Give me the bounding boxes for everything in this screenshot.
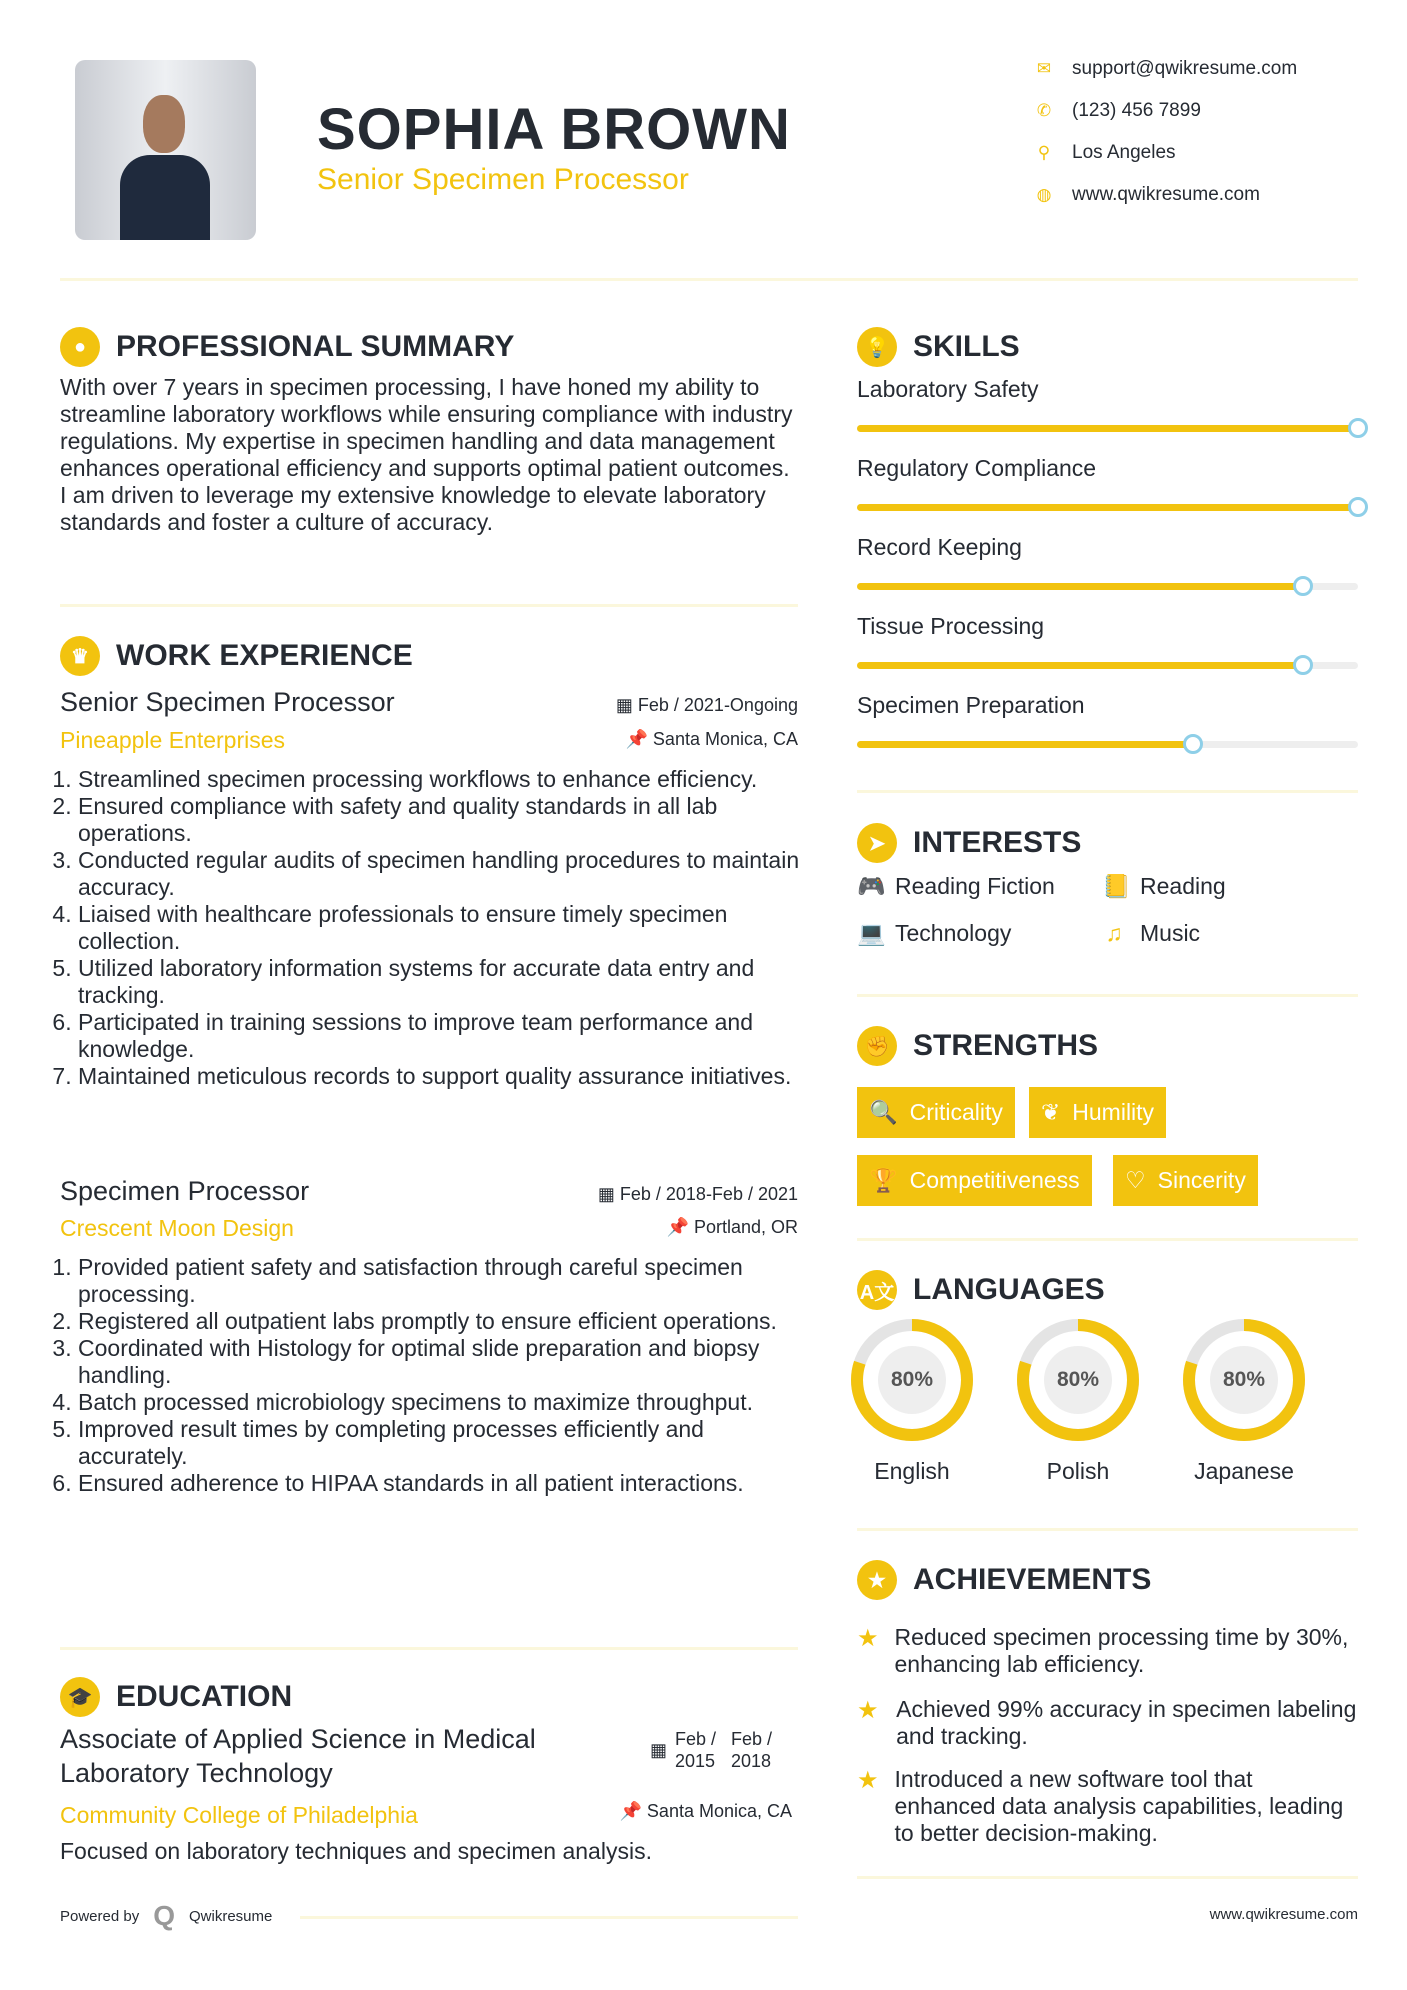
graduate-icon: 🎓 [60,1677,100,1717]
achievement-item [857,1624,1357,1678]
language-percent: 80% [890,1368,934,1391]
skill-bar [857,504,1358,511]
contact-item [1034,100,1201,122]
language-name: English [874,1458,950,1484]
languages-heading [857,1270,1105,1310]
start-date: Feb / 2015 [675,1729,717,1771]
degree: Associate of Applied Science in Medical Laboratory Technology [60,1724,536,1788]
skill-item [857,692,1358,748]
divider [857,1238,1358,1241]
strength-badge [857,1087,1015,1138]
laptop-icon: 💻 [857,920,886,946]
list-item: 3. Conducted regular audits of specimen handling procedures to maintain accuracy. [78,847,803,901]
heart-icon: ♡ [1125,1167,1146,1193]
skill-knob [1293,655,1313,675]
paper-plane-icon: ➤ [857,823,897,863]
list-item: 1. Streamlined specimen processing workflows to enhance efficiency. [78,766,803,793]
job-location [520,1217,798,1238]
skill-knob [1293,576,1313,596]
interest-text: Reading Fiction [895,873,1055,899]
interest-item [1102,873,1226,900]
interest-text: Technology [895,920,1012,946]
strength-badge [1029,1087,1166,1138]
location-text: Portland, OR [693,1217,798,1237]
language-item [1182,1318,1306,1485]
divider [300,1916,798,1919]
footer-powered [60,1900,272,1932]
achievement-item [857,1766,1357,1847]
podium-icon: ♛ [60,636,100,676]
interest-text: Reading [1140,873,1226,899]
strength-badge [857,1155,1092,1206]
list-item: 6. Participated in training sessions to improve team performance and knowledge. [78,1009,803,1063]
language-item [1016,1318,1140,1485]
list-item: 4. Batch processed microbiology specimens to maximize throughput. [78,1389,803,1416]
pin-icon: 📌 [666,1217,689,1237]
language-item [850,1318,974,1485]
star-icon: ★ [857,1625,879,1652]
contact-text: support@qwikresume.com [1072,58,1298,79]
skill-bar [857,583,1358,590]
skill-item [857,613,1358,669]
lightbulb-icon: 💡 [857,327,897,367]
qwikresume-logo-icon: Q [153,1900,175,1931]
job-duties [58,766,803,1090]
star-icon: ★ [857,1697,879,1724]
job-title: Specimen Processor [60,1176,310,1206]
skills-heading [857,327,1020,367]
skill-name: Specimen Preparation [857,692,1085,718]
list-item: 3. Coordinated with Histology for optimal slide preparation and biopsy handling. [78,1335,803,1389]
contact-text: (123) 456 7899 [1072,100,1201,121]
achievements-heading [857,1560,1151,1600]
job-date [520,1184,798,1205]
divider [857,1876,1358,1879]
contact-text: Los Angeles [1072,142,1176,163]
candidate-title: Senior Specimen Processor [317,163,689,196]
calendar-icon: ▦ [650,1739,668,1760]
skill-bar [857,425,1358,432]
skill-name: Tissue Processing [857,613,1045,639]
achievement-text: Achieved 99% accuracy in specimen labeling and tracking. [896,1696,1357,1749]
language-name: Polish [1046,1458,1110,1484]
globe-icon: ◍ [1036,185,1052,204]
heading-text: ACHIEVEMENTS [913,1563,1152,1596]
job-duties [58,1254,803,1497]
skill-fill [857,662,1303,669]
strength-text: Sincerity [1157,1167,1246,1193]
pin-icon: 📌 [625,729,648,749]
candidate-name: SOPHIA BROWN [317,97,791,162]
achievement-item [857,1696,1357,1750]
education-dates [650,1728,781,1772]
divider [857,790,1358,793]
summary-heading [60,327,514,367]
location-pin-icon: ⚲ [1037,143,1051,162]
footer-site: www.qwikresume.com [1209,1906,1358,1923]
education-heading [60,1677,292,1717]
date-text: Feb / 2021-Ongoing [637,695,798,715]
language-percent: 80% [1056,1368,1100,1391]
calendar-icon: ▦ [615,695,633,715]
date-text: Feb / 2018-Feb / 2021 [619,1184,798,1204]
strength-badge [1113,1155,1258,1206]
location-text: Santa Monica, CA [646,1801,792,1821]
divider [60,1647,798,1650]
list-item: 1. Provided patient safety and satisfaction through careful specimen processing. [78,1254,803,1308]
list-item: 5. Utilized laboratory information systems for accurate data entry and tracking. [78,955,803,1009]
achievement-text: Reduced specimen processing time by 30%, enhancing lab efficiency. [894,1624,1349,1677]
interest-item [1102,920,1200,947]
language-icon: A文 [857,1270,897,1310]
heading-text: WORK EXPERIENCE [116,639,413,672]
list-item: 7. Maintained meticulous records to support quality assurance initiatives. [78,1063,803,1090]
strength-text: Humility [1072,1099,1155,1125]
location-text: Santa Monica, CA [652,729,798,749]
skill-knob [1348,497,1368,517]
strengths-heading [857,1026,1098,1066]
interests-heading [857,823,1081,863]
phone-icon: ✆ [1036,101,1052,120]
divider [857,1528,1358,1531]
skill-item [857,455,1358,511]
skill-knob [1348,418,1368,438]
skill-name: Laboratory Safety [857,376,1039,402]
divider [60,278,1358,281]
heading-text: INTERESTS [913,826,1082,859]
fist-icon: ✊ [857,1026,897,1066]
heading-text: SKILLS [913,330,1020,363]
calendar-icon: ▦ [597,1184,615,1204]
contact-item [1034,184,1260,206]
skill-item [857,534,1358,590]
star-icon: ★ [857,1560,897,1600]
music-icon: ♫ [1105,920,1123,946]
leaf-icon: ❦ [1041,1099,1061,1125]
company: Crescent Moon Design [60,1215,294,1241]
heading-text: LANGUAGES [913,1273,1105,1306]
gamepad-icon: 🎮 [857,873,886,899]
school: Community College of Philadelphia [60,1802,418,1828]
divider [60,604,798,607]
skill-bar [857,662,1358,669]
heading-text: PROFESSIONAL SUMMARY [116,330,515,363]
skill-fill [857,583,1303,590]
strength-text: Criticality [909,1099,1003,1125]
list-item: 6. Ensured adherence to HIPAA standards in all patient interactions. [78,1470,803,1497]
interest-item [857,873,1055,900]
end-date: Feb / 2018 [731,1729,773,1771]
skill-name: Record Keeping [857,534,1022,560]
heading-text: STRENGTHS [913,1029,1099,1062]
profile-photo [75,60,256,240]
qwikresume-link[interactable]: Qwikresume [189,1907,273,1925]
divider [857,994,1358,997]
job-date [520,695,798,716]
interest-text: Music [1140,920,1201,946]
skill-fill [857,425,1358,432]
contact-item [1034,58,1297,80]
language-percent: 80% [1222,1368,1266,1391]
job-location [520,729,798,750]
contact-item [1034,142,1176,164]
star-icon: ★ [857,1767,879,1794]
job-title: Senior Specimen Processor [60,687,395,717]
list-item: 4. Liaised with healthcare professionals to ensure timely specimen collection. [78,901,803,955]
skill-bar [857,741,1358,748]
interest-item [857,920,1011,947]
list-item: 2. Registered all outpatient labs promptly to ensure efficient operations. [78,1308,803,1335]
strength-text: Competitiveness [909,1167,1080,1193]
envelope-icon: ✉ [1036,59,1052,78]
list-item: 2. Ensured compliance with safety and quality standards in all lab operations. [78,793,803,847]
book-icon: 📒 [1102,873,1131,899]
work-heading [60,636,413,676]
skill-fill [857,504,1358,511]
skill-fill [857,741,1193,748]
skill-item [857,376,1358,432]
summary-text: With over 7 years in specimen processing, I have honed my ability to streamline laboratory workflows while ensuring compliance with industry regulations. My expertise in specimen handling and data management enhances operational efficiency and supports optimal patient outcomes. I am driven to leverage my extensive knowledge to elevate laboratory standards and foster a culture of accuracy. [60,374,793,535]
skill-knob [1183,734,1203,754]
heading-text: EDUCATION [116,1680,293,1713]
user-icon: ● [60,327,100,367]
contact-text: www.qwikresume.com [1072,184,1260,205]
list-item: 5. Improved result times by completing processes efficiently and accurately. [78,1416,803,1470]
skill-name: Regulatory Compliance [857,455,1097,481]
company: Pineapple Enterprises [60,727,286,753]
achievement-text: Introduced a new software tool that enhanced data analysis capabilities, leading to better decision-making. [894,1766,1344,1846]
language-name: Japanese [1194,1458,1294,1484]
trophy-icon: 🏆 [869,1167,898,1193]
education-desc: Focused on laboratory techniques and specimen analysis. [60,1838,652,1864]
education-location: 📌 Santa Monica, CA [619,1801,792,1821]
search-icon: 🔍 [869,1099,898,1125]
powered-text: Powered by [60,1907,140,1925]
